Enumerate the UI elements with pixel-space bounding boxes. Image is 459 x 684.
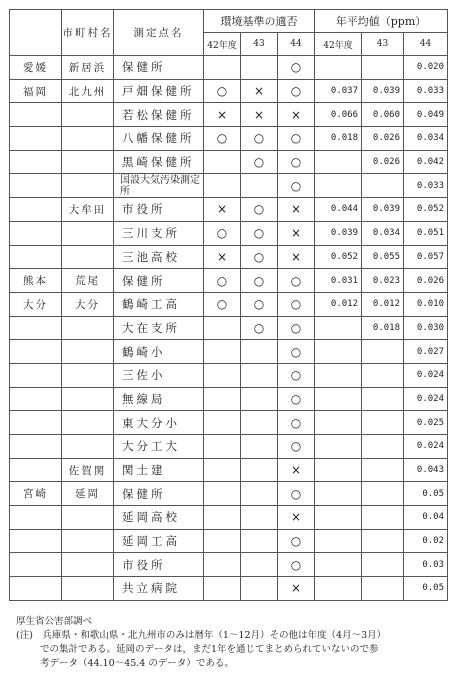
compliance-43 [241, 553, 278, 577]
compliance-44: × [278, 103, 315, 127]
compliance-42 [204, 529, 241, 553]
compliance-42: × [204, 103, 241, 127]
average-42: 0.037 [315, 79, 362, 103]
compliance-42: × [204, 245, 241, 269]
compliance-44: ○ [278, 435, 315, 459]
average-42 [315, 458, 362, 482]
compliance-42: × [204, 198, 241, 222]
average-44: 0.034 [404, 127, 448, 151]
compliance-44: ○ [278, 363, 315, 387]
header-year: 44 [278, 33, 315, 56]
table-row [10, 221, 448, 245]
table-row [10, 482, 448, 506]
average-42 [315, 340, 362, 364]
site-name: 保健所 [114, 269, 204, 293]
compliance-43: ○ [241, 316, 278, 340]
site-name: 市役所 [114, 553, 204, 577]
site-name: 三佐小 [114, 363, 204, 387]
site-name: 黒崎保健所 [114, 150, 204, 174]
average-43 [362, 387, 404, 411]
average-42: 0.012 [315, 292, 362, 316]
table-row [10, 435, 448, 459]
site-name: 関土建 [114, 458, 204, 482]
average-44: 0.04 [404, 506, 448, 530]
city-cell [62, 127, 114, 151]
compliance-43 [241, 56, 278, 80]
header-pref [10, 10, 62, 56]
compliance-43 [241, 387, 278, 411]
pref-cell [10, 363, 62, 387]
city-cell: 新居浜 [62, 56, 114, 80]
average-43: 0.026 [362, 127, 404, 151]
compliance-43: ○ [241, 127, 278, 151]
city-cell: 延岡 [62, 482, 114, 506]
table-row [10, 340, 448, 364]
table-row [10, 56, 448, 80]
compliance-42 [204, 56, 241, 80]
header-row [10, 10, 448, 33]
pref-cell: 愛媛 [10, 56, 62, 80]
average-44: 0.030 [404, 316, 448, 340]
pref-cell: 宮崎 [10, 482, 62, 506]
average-42: 0.066 [315, 103, 362, 127]
compliance-44: × [278, 198, 315, 222]
header-year: 44 [404, 33, 448, 56]
compliance-43: ○ [241, 198, 278, 222]
site-name: 保健所 [114, 482, 204, 506]
city-cell: 佐賀関 [62, 458, 114, 482]
pref-cell [10, 387, 62, 411]
average-43: 0.060 [362, 103, 404, 127]
site-name: 東大分小 [114, 411, 204, 435]
pref-cell [10, 150, 62, 174]
city-cell [62, 506, 114, 530]
compliance-44: ○ [278, 340, 315, 364]
table-row [10, 269, 448, 293]
compliance-42: ○ [204, 221, 241, 245]
compliance-42 [204, 553, 241, 577]
city-cell [62, 221, 114, 245]
table-row [10, 506, 448, 530]
compliance-43 [241, 174, 278, 198]
table-row [10, 174, 448, 198]
pref-cell [10, 103, 62, 127]
average-44: 0.033 [404, 174, 448, 198]
average-42: 0.031 [315, 269, 362, 293]
average-43 [362, 553, 404, 577]
average-44: 0.025 [404, 411, 448, 435]
compliance-43 [241, 529, 278, 553]
pref-cell [10, 198, 62, 222]
city-cell [62, 316, 114, 340]
source-note: 厚生省公害部調べ [16, 616, 93, 627]
average-42: 0.044 [315, 198, 362, 222]
compliance-42: ○ [204, 127, 241, 151]
average-43: 0.023 [362, 269, 404, 293]
header-compliance: 環境基準の適否 [204, 10, 315, 33]
compliance-44: ○ [278, 269, 315, 293]
average-44: 0.010 [404, 292, 448, 316]
city-cell: 大分 [62, 292, 114, 316]
table-row [10, 529, 448, 553]
average-43 [362, 411, 404, 435]
site-name: 大分工大 [114, 435, 204, 459]
average-42 [315, 411, 362, 435]
compliance-42 [204, 577, 241, 601]
average-44: 0.052 [404, 198, 448, 222]
average-44: 0.043 [404, 458, 448, 482]
average-42 [315, 435, 362, 459]
average-42 [315, 174, 362, 198]
compliance-43 [241, 482, 278, 506]
pref-cell [10, 245, 62, 269]
table-row [10, 79, 448, 103]
compliance-43 [241, 435, 278, 459]
notes [16, 615, 456, 671]
compliance-44: ○ [278, 482, 315, 506]
pref-cell [10, 221, 62, 245]
site-name: 共立病院 [114, 577, 204, 601]
compliance-43: ○ [241, 245, 278, 269]
pref-cell [10, 458, 62, 482]
compliance-43 [241, 577, 278, 601]
header-city: 市町村名 [62, 10, 114, 56]
compliance-42 [204, 363, 241, 387]
compliance-44: ○ [278, 174, 315, 198]
average-44: 0.049 [404, 103, 448, 127]
pref-cell [10, 127, 62, 151]
compliance-42 [204, 482, 241, 506]
table-row [10, 127, 448, 151]
table-row [10, 458, 448, 482]
site-name: 三川支所 [114, 221, 204, 245]
compliance-42 [204, 506, 241, 530]
compliance-42: ○ [204, 269, 241, 293]
table-row [10, 411, 448, 435]
average-43: 0.055 [362, 245, 404, 269]
compliance-42 [204, 150, 241, 174]
average-42 [315, 529, 362, 553]
average-43 [362, 363, 404, 387]
average-43: 0.034 [362, 221, 404, 245]
pref-cell: 大分 [10, 292, 62, 316]
average-44: 0.057 [404, 245, 448, 269]
compliance-44: × [278, 245, 315, 269]
compliance-44: ○ [278, 292, 315, 316]
city-cell [62, 435, 114, 459]
average-43 [362, 458, 404, 482]
city-cell [62, 577, 114, 601]
average-43: 0.012 [362, 292, 404, 316]
average-44: 0.051 [404, 221, 448, 245]
pref-cell [10, 506, 62, 530]
average-42 [315, 577, 362, 601]
city-cell: 大牟田 [62, 198, 114, 222]
header-year: 42年度 [315, 33, 362, 56]
average-42 [315, 553, 362, 577]
compliance-42 [204, 435, 241, 459]
header-year: 43 [241, 33, 278, 56]
city-cell: 北九州 [62, 79, 114, 103]
average-44: 0.024 [404, 435, 448, 459]
compliance-43: ○ [241, 292, 278, 316]
compliance-42 [204, 340, 241, 364]
site-name: 市役所 [114, 198, 204, 222]
pollution-table [9, 9, 448, 601]
site-name: 鶴崎工高 [114, 292, 204, 316]
pref-cell [10, 340, 62, 364]
table-row [10, 577, 448, 601]
note-line: (注) 兵庫県・和歌山県・北九州市のみは暦年（1〜12月）その他は年度（4月〜3月） [16, 630, 387, 641]
compliance-44: ○ [278, 529, 315, 553]
compliance-42 [204, 458, 241, 482]
table-row [10, 150, 448, 174]
city-cell [62, 150, 114, 174]
table-row [10, 292, 448, 316]
compliance-43: × [241, 103, 278, 127]
city-cell [62, 174, 114, 198]
compliance-43 [241, 411, 278, 435]
compliance-42: ○ [204, 292, 241, 316]
compliance-42 [204, 174, 241, 198]
pref-cell [10, 553, 62, 577]
average-42 [315, 316, 362, 340]
average-44: 0.033 [404, 79, 448, 103]
site-name: 無線局 [114, 387, 204, 411]
compliance-44: ○ [278, 411, 315, 435]
compliance-43: ○ [241, 150, 278, 174]
site-name: 八幡保健所 [114, 127, 204, 151]
city-cell [62, 363, 114, 387]
compliance-44: × [278, 577, 315, 601]
average-43 [362, 435, 404, 459]
header-average: 年平均値（ppm） [315, 10, 448, 33]
pref-cell [10, 577, 62, 601]
table-row [10, 316, 448, 340]
average-44: 0.05 [404, 577, 448, 601]
site-name: 三池高校 [114, 245, 204, 269]
city-cell [62, 553, 114, 577]
city-cell [62, 340, 114, 364]
table-row [10, 245, 448, 269]
average-44: 0.027 [404, 340, 448, 364]
table-row [10, 198, 448, 222]
site-name: 戸畑保健所 [114, 79, 204, 103]
header-site: 測定点名 [114, 10, 204, 56]
compliance-43: × [241, 79, 278, 103]
average-43 [362, 577, 404, 601]
average-44: 0.024 [404, 387, 448, 411]
average-42: 0.052 [315, 245, 362, 269]
average-43: 0.026 [362, 150, 404, 174]
compliance-44: ○ [278, 79, 315, 103]
header-year: 42年度 [204, 33, 241, 56]
average-43: 0.039 [362, 198, 404, 222]
site-name: 鶴崎小 [114, 340, 204, 364]
table-row [10, 103, 448, 127]
note-line: での集計である。延岡のデータは，まだ1年を通じてまとめられていないので参 [40, 644, 379, 655]
compliance-42 [204, 387, 241, 411]
average-42: 0.018 [315, 127, 362, 151]
pref-cell: 福岡 [10, 79, 62, 103]
average-43 [362, 529, 404, 553]
pref-cell [10, 174, 62, 198]
table-row [10, 363, 448, 387]
city-cell: 荒尾 [62, 269, 114, 293]
average-43 [362, 56, 404, 80]
average-42 [315, 482, 362, 506]
table-row [10, 553, 448, 577]
city-cell [62, 529, 114, 553]
average-44: 0.024 [404, 363, 448, 387]
city-cell [62, 245, 114, 269]
site-name: 大在支所 [114, 316, 204, 340]
average-42 [315, 506, 362, 530]
site-name: 保健所 [114, 56, 204, 80]
average-42 [315, 363, 362, 387]
compliance-44: × [278, 221, 315, 245]
compliance-43 [241, 363, 278, 387]
average-44: 0.042 [404, 150, 448, 174]
average-43 [362, 506, 404, 530]
average-44: 0.02 [404, 529, 448, 553]
compliance-44: ○ [278, 150, 315, 174]
average-44: 0.05 [404, 482, 448, 506]
average-43 [362, 482, 404, 506]
compliance-44: × [278, 506, 315, 530]
average-44: 0.020 [404, 56, 448, 80]
site-name: 延岡工高 [114, 529, 204, 553]
average-44: 0.03 [404, 553, 448, 577]
average-43 [362, 340, 404, 364]
compliance-43 [241, 506, 278, 530]
compliance-43: ○ [241, 269, 278, 293]
city-cell [62, 387, 114, 411]
site-name: 延岡高校 [114, 506, 204, 530]
average-43 [362, 174, 404, 198]
average-42: 0.039 [315, 221, 362, 245]
compliance-42 [204, 411, 241, 435]
pref-cell [10, 529, 62, 553]
compliance-44: × [278, 458, 315, 482]
table-row [10, 387, 448, 411]
average-42 [315, 56, 362, 80]
site-name: 国設大気汚染測定所 [114, 174, 204, 198]
compliance-42 [204, 316, 241, 340]
site-name: 若松保健所 [114, 103, 204, 127]
pref-cell [10, 435, 62, 459]
city-cell [62, 103, 114, 127]
average-42 [315, 150, 362, 174]
average-43: 0.018 [362, 316, 404, 340]
compliance-44: ○ [278, 553, 315, 577]
compliance-43: ○ [241, 221, 278, 245]
note-line: 考データ（44.10〜45.4 のデータ）である。 [40, 658, 234, 669]
pref-cell [10, 316, 62, 340]
average-42 [315, 387, 362, 411]
average-44: 0.026 [404, 269, 448, 293]
compliance-43 [241, 458, 278, 482]
pref-cell [10, 411, 62, 435]
compliance-42: ○ [204, 79, 241, 103]
average-43: 0.039 [362, 79, 404, 103]
city-cell [62, 411, 114, 435]
compliance-44: ○ [278, 56, 315, 80]
compliance-43 [241, 340, 278, 364]
compliance-44: ○ [278, 387, 315, 411]
compliance-44: ○ [278, 127, 315, 151]
header-year: 43 [362, 33, 404, 56]
compliance-44: ○ [278, 316, 315, 340]
pref-cell: 熊本 [10, 269, 62, 293]
